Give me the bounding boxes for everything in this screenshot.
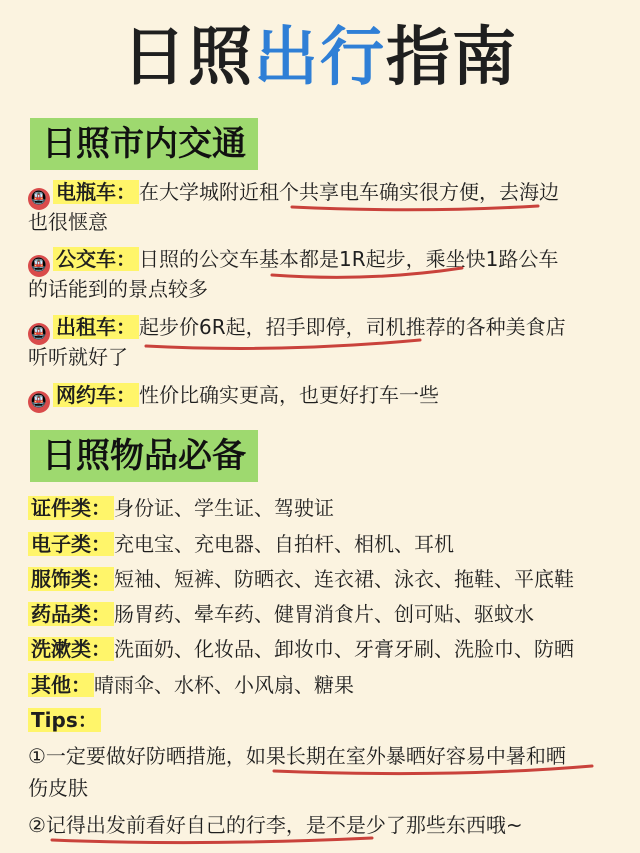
- tips-heading: [28, 706, 618, 734]
- items-toiletries-text: 洗面奶、化妆品、卸妆巾、牙膏牙刷、洗脸巾、防晒: [114, 637, 574, 661]
- section-heading-transport: 日照市内交通: [30, 118, 258, 170]
- tip-1-line-2: 伤皮肤: [28, 776, 88, 800]
- transport-ebike-line2: 也很惬意: [28, 210, 108, 234]
- transport-taxi-line1: [28, 313, 618, 345]
- items-toiletries: [28, 635, 618, 663]
- transport-ebike-text: 在大学城附近租个共享电车确实很方便，去海边: [139, 180, 559, 204]
- transport-bus-text: 日照的公交车基本都是1R起步，乘坐快1路公车: [139, 247, 559, 271]
- transport-ridehail-text: 性价比确实更高，也更好打车一些: [139, 383, 439, 407]
- transport-bus-label: 公交车：: [53, 247, 139, 271]
- items-docs-label: 证件类：: [28, 496, 114, 520]
- items-electronics: [28, 530, 618, 558]
- items-clothing-text: 短袖、短裤、防晒衣、连衣裙、泳衣、拖鞋、平底鞋: [114, 567, 574, 591]
- transport-ebike-line1: [28, 178, 618, 210]
- items-medicine: [28, 600, 618, 628]
- bus-icon: 🚇: [28, 323, 50, 345]
- transport-ebike-label: 电瓶车：: [53, 180, 139, 204]
- items-clothing-label: 服饰类：: [28, 567, 114, 591]
- transport-bus-line1: [28, 245, 618, 277]
- bus-icon: 🚇: [28, 188, 50, 210]
- items-electronics-label: 电子类：: [28, 532, 114, 556]
- items-electronics-text: 充电宝、充电器、自拍杆、相机、耳机: [114, 532, 454, 556]
- title-part-1: 日照: [122, 21, 254, 95]
- tips-label: Tips：: [28, 708, 101, 732]
- items-other: [28, 671, 618, 699]
- transport-taxi-label: 出租车：: [53, 315, 139, 339]
- items-docs-text: 身份证、学生证、驾驶证: [114, 496, 334, 520]
- transport-ridehail-line: [28, 381, 618, 413]
- title-highlight: 出行: [254, 21, 386, 95]
- bus-icon: 🚇: [28, 255, 50, 277]
- items-other-text: 晴雨伞、水杯、小风扇、糖果: [94, 673, 354, 697]
- transport-ridehail-label: 网约车：: [53, 383, 139, 407]
- items-other-label: 其他：: [28, 673, 94, 697]
- bus-icon: 🚇: [28, 391, 50, 413]
- title-part-3: 指南: [386, 21, 518, 95]
- tip-1-line-1: ①一定要做好防晒措施，如果长期在室外暴晒好容易中暑和晒: [28, 744, 566, 768]
- transport-taxi-line2: 听听就好了: [28, 345, 128, 369]
- transport-bus-line2: 的话能到的景点较多: [28, 277, 208, 301]
- items-medicine-label: 药品类：: [28, 602, 114, 626]
- items-docs: [28, 494, 618, 522]
- section-heading-items: 日照物品必备: [30, 430, 258, 482]
- items-clothing: [28, 565, 618, 593]
- items-medicine-text: 肠胃药、晕车药、健胃消食片、创可贴、驱蚊水: [114, 602, 534, 626]
- items-toiletries-label: 洗漱类：: [28, 637, 114, 661]
- tip-2: ②记得出发前看好自己的行李，是不是少了那些东西哦~: [28, 813, 523, 837]
- transport-taxi-text: 起步价6R起，招手即停，司机推荐的各种美食店: [139, 315, 566, 339]
- page-title: [0, 18, 640, 98]
